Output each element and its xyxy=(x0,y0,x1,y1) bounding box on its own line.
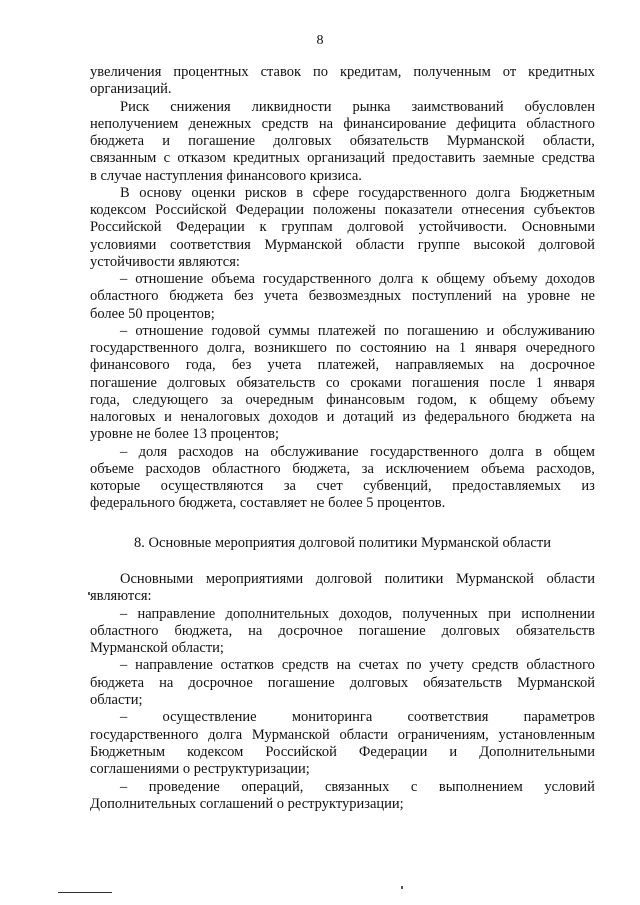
word: основу xyxy=(139,184,182,201)
word: Мурманской xyxy=(264,236,343,253)
word: полученных xyxy=(402,605,478,622)
word: погашение xyxy=(358,622,426,639)
word: параметров xyxy=(523,709,595,726)
word: В xyxy=(120,184,130,201)
word: – xyxy=(120,778,128,795)
word: доля xyxy=(138,443,167,460)
word: учету xyxy=(429,657,464,674)
word: обязательств xyxy=(423,674,503,691)
word: обязательств xyxy=(236,374,316,391)
word: обусловлен xyxy=(524,98,595,115)
word: денежных xyxy=(188,115,252,132)
text-line: являются: xyxy=(90,588,152,605)
word: областного xyxy=(212,460,281,477)
text-line xyxy=(90,271,595,288)
word: средств xyxy=(281,657,329,674)
word: обслуживание xyxy=(270,443,359,460)
word: объему xyxy=(550,391,595,408)
text-line: уровне не более 13 процентов; xyxy=(90,426,280,443)
word: с xyxy=(410,778,418,795)
word: направление xyxy=(135,657,213,674)
list-item xyxy=(90,606,595,658)
text-line xyxy=(90,727,595,744)
word: – xyxy=(120,271,128,287)
word: направление xyxy=(137,605,216,622)
scan-artifact xyxy=(401,886,403,889)
word: досрочное xyxy=(188,674,253,691)
word: которые xyxy=(90,478,141,494)
body-text-section xyxy=(90,64,595,513)
paragraph xyxy=(90,99,595,185)
word: на xyxy=(435,340,450,356)
word: досрочное xyxy=(278,622,343,639)
word: государственного xyxy=(358,184,467,201)
word: возникшего xyxy=(254,340,327,356)
footnote-rule xyxy=(58,892,112,893)
word: на xyxy=(336,657,351,674)
word: области xyxy=(339,726,388,743)
word: с xyxy=(163,150,171,167)
text-line xyxy=(90,288,595,305)
word: отношение xyxy=(135,322,204,339)
text-line xyxy=(90,219,595,236)
word: января xyxy=(553,374,595,391)
word: объема xyxy=(211,271,255,287)
word: государственного xyxy=(90,726,199,743)
word: Российской xyxy=(90,219,162,236)
text-line xyxy=(90,461,595,478)
text-line xyxy=(90,202,595,219)
word: Основными xyxy=(521,219,595,236)
word: платежей xyxy=(317,322,376,339)
text-line: Мурманской области; xyxy=(90,640,224,657)
text-line xyxy=(90,409,595,426)
text-line xyxy=(90,357,595,374)
word: без xyxy=(231,357,252,374)
word: долга xyxy=(208,726,243,743)
word: отнесения xyxy=(461,202,525,218)
word: со xyxy=(325,374,340,391)
word: организаций xyxy=(307,150,386,167)
word: сфере xyxy=(312,184,349,201)
list-item xyxy=(90,657,595,709)
word: кредитных xyxy=(528,64,595,80)
word: Федерации xyxy=(235,202,305,218)
word: объема xyxy=(480,460,525,477)
word: процентных xyxy=(173,64,249,80)
word: бюджета xyxy=(518,409,573,425)
word: Федерации xyxy=(176,219,245,236)
text-line xyxy=(90,116,595,133)
word: показатели xyxy=(384,202,453,218)
text-line xyxy=(90,64,595,81)
page-number: 8 xyxy=(316,33,324,48)
word: высокой xyxy=(473,236,526,253)
word: рисков xyxy=(244,184,287,201)
word: на xyxy=(318,115,334,132)
word: Основными xyxy=(120,571,194,587)
word: заемные xyxy=(482,150,535,167)
word: следующего xyxy=(132,391,209,408)
text-line: организаций. xyxy=(90,81,172,98)
text-line xyxy=(90,744,595,761)
word: увеличения xyxy=(90,64,162,80)
word: Дополнительными xyxy=(479,743,595,760)
word: неполучением xyxy=(90,115,179,132)
word: ликвидности xyxy=(251,98,332,115)
word: безвозмездных xyxy=(308,288,402,305)
word: бюджета xyxy=(90,674,145,691)
word: федерального xyxy=(424,409,510,425)
word: после xyxy=(489,374,526,391)
word: финансирование xyxy=(343,115,447,132)
word: Федерации xyxy=(358,743,428,760)
list-item xyxy=(90,709,595,778)
section-heading: 8. Основные мероприятия долговой политики Мурманской области xyxy=(134,535,551,551)
word: – xyxy=(120,322,128,339)
word: кредитных xyxy=(233,150,300,167)
word: отношение xyxy=(135,271,204,287)
word: и xyxy=(162,133,170,149)
word: погашение xyxy=(267,674,335,691)
word: осуществление xyxy=(162,709,257,726)
word: дотаций xyxy=(343,409,394,425)
word: из xyxy=(581,478,595,494)
word: 1 xyxy=(535,374,543,391)
word: субвенций, xyxy=(363,478,432,494)
word: дополнительных xyxy=(225,605,330,622)
word: доходов xyxy=(545,271,595,287)
word: Мурманской xyxy=(446,133,525,149)
word: направляемых xyxy=(395,357,484,374)
word: заимствований xyxy=(411,98,504,115)
text-line: устойчивости являются: xyxy=(90,253,240,270)
word: областного xyxy=(90,288,159,305)
word: общем xyxy=(553,443,595,460)
word: доходов xyxy=(268,409,319,425)
word: выполнением xyxy=(438,778,523,795)
word: средств xyxy=(471,657,519,674)
word: учета xyxy=(264,288,299,305)
word: рынка xyxy=(352,98,391,115)
word: ставок xyxy=(260,64,302,80)
word: положены xyxy=(313,202,376,218)
word: года, xyxy=(90,391,120,408)
text-line xyxy=(90,709,595,726)
word: Российской xyxy=(155,202,227,218)
word: объему xyxy=(493,271,538,287)
word: кредитам, xyxy=(339,64,402,80)
text-line xyxy=(90,185,595,202)
word: долга xyxy=(379,271,414,287)
word: областного xyxy=(526,115,595,132)
word: субъектов xyxy=(533,202,595,218)
word: погашения xyxy=(411,374,480,391)
word: области, xyxy=(542,133,595,149)
word: государственного xyxy=(369,443,479,460)
text-line xyxy=(90,150,595,167)
word: мероприятиями xyxy=(205,571,304,587)
word: очередным xyxy=(245,391,314,408)
text-line xyxy=(90,392,595,409)
list-item xyxy=(90,444,595,513)
word: финансовым xyxy=(326,391,405,408)
word: к xyxy=(259,219,267,236)
text-line xyxy=(90,571,595,588)
word: средств xyxy=(261,115,309,132)
word: за xyxy=(283,478,296,494)
word: остатков xyxy=(220,657,275,674)
word: бюджета xyxy=(169,288,224,305)
word: группе xyxy=(417,236,460,253)
word: неналоговых xyxy=(180,409,261,425)
word: января xyxy=(475,340,517,356)
text-line xyxy=(90,606,595,623)
word: по xyxy=(312,64,328,80)
word: государственного xyxy=(90,340,199,356)
word: полученным xyxy=(413,64,491,80)
word: Бюджетным xyxy=(90,743,166,760)
text-line xyxy=(90,779,595,796)
word: предоставляемых xyxy=(452,478,561,494)
word: счет xyxy=(316,478,343,494)
word: и xyxy=(449,743,458,760)
list-item xyxy=(90,271,595,323)
word: на xyxy=(500,357,515,374)
word: долговой xyxy=(315,571,373,587)
text-line xyxy=(90,133,595,150)
word: и xyxy=(486,322,495,339)
word: долговых xyxy=(273,133,332,149)
word: обязательств xyxy=(349,133,429,149)
word: дефицита xyxy=(456,115,517,132)
text-line xyxy=(90,375,595,392)
word: на xyxy=(244,443,259,460)
word: – xyxy=(120,709,128,726)
word: расходов, xyxy=(536,460,595,477)
word: долговой xyxy=(538,236,595,253)
word: области xyxy=(355,236,405,253)
word: к xyxy=(421,271,429,287)
word: общему xyxy=(489,391,538,408)
word: долговых xyxy=(167,374,226,391)
word: при xyxy=(488,605,511,622)
text-line xyxy=(90,340,595,357)
word: по xyxy=(335,340,351,356)
word: Мурманской xyxy=(251,726,330,743)
word: предоставить xyxy=(392,150,476,167)
word: погашению xyxy=(406,322,479,339)
text-line: Дополнительных соглашений о реструктуризации; xyxy=(90,795,404,812)
word: – xyxy=(120,605,128,622)
word: установленным xyxy=(498,726,595,743)
word: бюджета, xyxy=(174,622,233,639)
word: на xyxy=(502,288,517,305)
word: исполнении xyxy=(521,605,595,622)
word: оценки xyxy=(191,184,236,201)
word: досрочное xyxy=(530,357,595,374)
word: долговых xyxy=(441,622,501,639)
word: условий xyxy=(544,778,595,795)
word: на xyxy=(159,674,174,691)
word: уровне xyxy=(527,288,571,305)
word: от xyxy=(502,64,517,80)
word: долговой xyxy=(347,219,404,236)
text-line xyxy=(90,444,595,461)
word: Бюджетным xyxy=(519,184,595,201)
word: расходов xyxy=(178,443,234,460)
word: ограничениям, xyxy=(397,726,489,743)
word: и xyxy=(164,409,172,425)
word: погашение xyxy=(90,374,157,391)
word: года, xyxy=(185,357,216,374)
word: кодексом xyxy=(90,202,147,218)
text-line xyxy=(90,478,595,495)
word: не xyxy=(580,288,595,305)
word: долга xyxy=(476,184,511,201)
word: счетах xyxy=(358,657,399,674)
word: доходов, xyxy=(339,605,393,622)
word: за xyxy=(361,460,374,477)
word: средства xyxy=(541,150,595,167)
word: финансового xyxy=(90,357,170,374)
word: объеме xyxy=(90,460,134,477)
word: долга, xyxy=(207,340,246,356)
word: исключением xyxy=(385,460,470,477)
word: на xyxy=(248,622,263,639)
word: Мурманской xyxy=(456,571,534,587)
text-line xyxy=(90,99,595,116)
word: – xyxy=(120,443,128,460)
paragraph xyxy=(90,571,595,606)
word: отказом xyxy=(177,150,226,167)
text-line xyxy=(90,657,595,674)
body-text-section xyxy=(90,571,595,813)
paragraph xyxy=(90,185,595,271)
word: государственного xyxy=(262,271,372,287)
word: и xyxy=(326,409,335,425)
word: проведение xyxy=(148,778,220,795)
word: устойчивости. xyxy=(418,219,507,236)
list-item xyxy=(90,323,595,444)
word: к xyxy=(469,391,477,408)
text-line: федерального бюджета, составляет не более 5 процентов. xyxy=(90,495,446,512)
word: снижения xyxy=(170,98,231,115)
word: из xyxy=(402,409,416,425)
text-line xyxy=(90,237,595,254)
word: поступлений xyxy=(411,288,492,305)
word: без xyxy=(233,288,254,305)
word: операций, xyxy=(241,778,304,795)
word: обязательств xyxy=(515,622,595,639)
text-line: соглашениями о реструктуризации; xyxy=(90,761,310,778)
word: Риск xyxy=(120,98,150,115)
word: мониторинга xyxy=(291,709,373,726)
word: налоговых xyxy=(90,409,156,425)
word: обслуживанию xyxy=(502,322,595,339)
word: учета xyxy=(267,357,302,374)
word: годовой xyxy=(211,322,261,339)
word: по xyxy=(406,657,422,674)
word: общему xyxy=(436,271,486,287)
word: бюджета xyxy=(90,133,145,149)
word: области xyxy=(546,571,595,587)
word: Российской xyxy=(265,743,337,760)
word: сроками xyxy=(350,374,402,391)
paragraph xyxy=(90,64,595,99)
word: соответствия xyxy=(407,709,489,726)
word: платежей, xyxy=(317,357,380,374)
word: – xyxy=(120,657,128,674)
text-line xyxy=(90,623,595,640)
word: погашение xyxy=(188,133,256,149)
word: областного xyxy=(526,657,595,674)
word: бюджета, xyxy=(292,460,351,477)
word: суммы xyxy=(268,322,310,339)
word: политики xyxy=(384,571,444,587)
word: Мурманской xyxy=(517,674,595,691)
list-item xyxy=(90,779,595,814)
text-line: более 50 процентов; xyxy=(90,305,215,322)
word: на xyxy=(580,409,595,425)
word: очередного xyxy=(525,340,595,356)
word: расходов xyxy=(145,460,201,477)
word: осуществляются xyxy=(160,478,264,494)
word: связанных xyxy=(324,778,390,795)
text-line: в случае наступления финансового кризиса. xyxy=(90,167,362,184)
word: областного xyxy=(90,622,159,639)
word: в xyxy=(296,184,304,201)
text-line: области; xyxy=(90,692,143,709)
word: годом, xyxy=(417,391,457,408)
word: условиями xyxy=(90,236,157,253)
text-line xyxy=(90,323,595,340)
word: 1 xyxy=(458,340,467,356)
word: кодексом xyxy=(187,743,244,760)
word: в xyxy=(535,443,543,460)
word: состоянию xyxy=(359,340,427,356)
text-line xyxy=(90,675,595,692)
word: по xyxy=(383,322,399,339)
word: за xyxy=(220,391,233,408)
word: соответствия xyxy=(169,236,251,253)
word: связанным xyxy=(90,150,157,167)
word: группам xyxy=(281,219,333,236)
word: долга xyxy=(489,443,524,460)
word: долговых xyxy=(349,674,409,691)
scan-artifact xyxy=(88,592,90,595)
